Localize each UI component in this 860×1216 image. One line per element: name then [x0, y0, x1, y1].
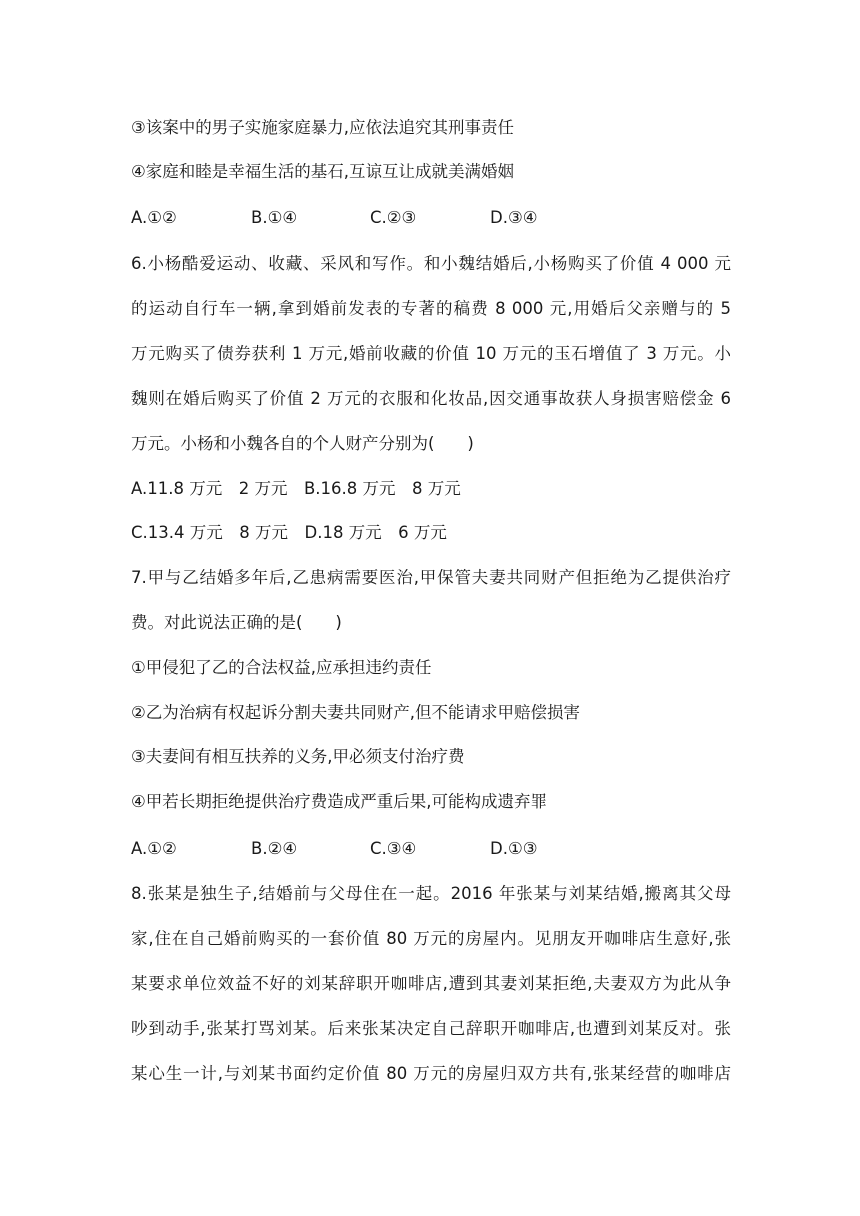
q6-line-4: 魏则在婚后购买了价值 2 万元的衣服和化妆品,因交通事故获人身损害赔偿金 6	[131, 389, 731, 408]
q8-line-5: 某心生一计,与刘某书面约定价值 80 万元的房屋归双方共有,张某经营的咖啡店	[131, 1064, 731, 1083]
q7-option-a: A.①②	[131, 839, 177, 858]
q5-statement-4: ④家庭和睦是幸福生活的基石,互谅互让成就美满婚姻	[131, 162, 515, 181]
q7-statement-3: ③夫妻间有相互扶养的义务,甲必须支付治疗费	[131, 747, 465, 766]
q8-line-1: 8.张某是独生子,结婚前与父母住在一起。2016 年张某与刘某结婚,搬离其父母	[131, 884, 731, 903]
q5-option-d: D.③④	[490, 208, 538, 227]
q6-line-3: 万元购买了债券获利 1 万元,婚前收藏的价值 10 万元的玉石增值了 3 万元。小	[131, 344, 731, 363]
q8-line-4: 吵到动手,张某打骂刘某。后来张某决定自己辞职开咖啡店,也遭到刘某反对。张	[131, 1019, 731, 1038]
q6-line-5: 万元。小杨和小魏各自的个人财产分别为( )	[131, 434, 474, 453]
q8-line-2: 家,住在自己婚前购买的一套价值 80 万元的房屋内。见朋友开咖啡店生意好,张	[131, 929, 731, 948]
q5-statement-3: ③该案中的男子实施家庭暴力,应依法追究其刑事责任	[131, 118, 515, 137]
q5-option-b: B.①④	[251, 208, 298, 227]
q7-line-1: 7.甲与乙结婚多年后,乙患病需要医治,甲保管夫妻共同财产但拒绝为乙提供治疗	[131, 568, 731, 587]
q5-option-c: C.②③	[370, 208, 417, 227]
q7-option-c: C.③④	[370, 839, 417, 858]
q7-option-b: B.②④	[251, 839, 298, 858]
q6-line-2: 的运动自行车一辆,拿到婚前发表的专著的稿费 8 000 元,用婚后父亲赠与的 5	[131, 299, 731, 318]
q7-statement-2: ②乙为治病有权起诉分割夫妻共同财产,但不能请求甲赔偿损害	[131, 703, 581, 722]
q7-statement-4: ④甲若长期拒绝提供治疗费造成严重后果,可能构成遗弃罪	[131, 792, 548, 811]
q8-line-3: 某要求单位效益不好的刘某辞职开咖啡店,遭到其妻刘某拒绝,夫妻双方为此从争	[131, 974, 731, 993]
q6-options-cd: C.13.4 万元 8 万元 D.18 万元 6 万元	[131, 523, 447, 542]
q6-line-1: 6.小杨酷爱运动、收藏、采风和写作。和小魏结婚后,小杨购买了价值 4 000 元	[131, 254, 731, 273]
q7-statement-1: ①甲侵犯了乙的合法权益,应承担违约责任	[131, 658, 432, 677]
q5-option-a: A.①②	[131, 208, 177, 227]
q7-line-2: 费。对此说法正确的是( )	[131, 613, 342, 632]
q6-options-ab: A.11.8 万元 2 万元 B.16.8 万元 8 万元	[131, 479, 461, 498]
q7-option-d: D.①③	[490, 839, 538, 858]
